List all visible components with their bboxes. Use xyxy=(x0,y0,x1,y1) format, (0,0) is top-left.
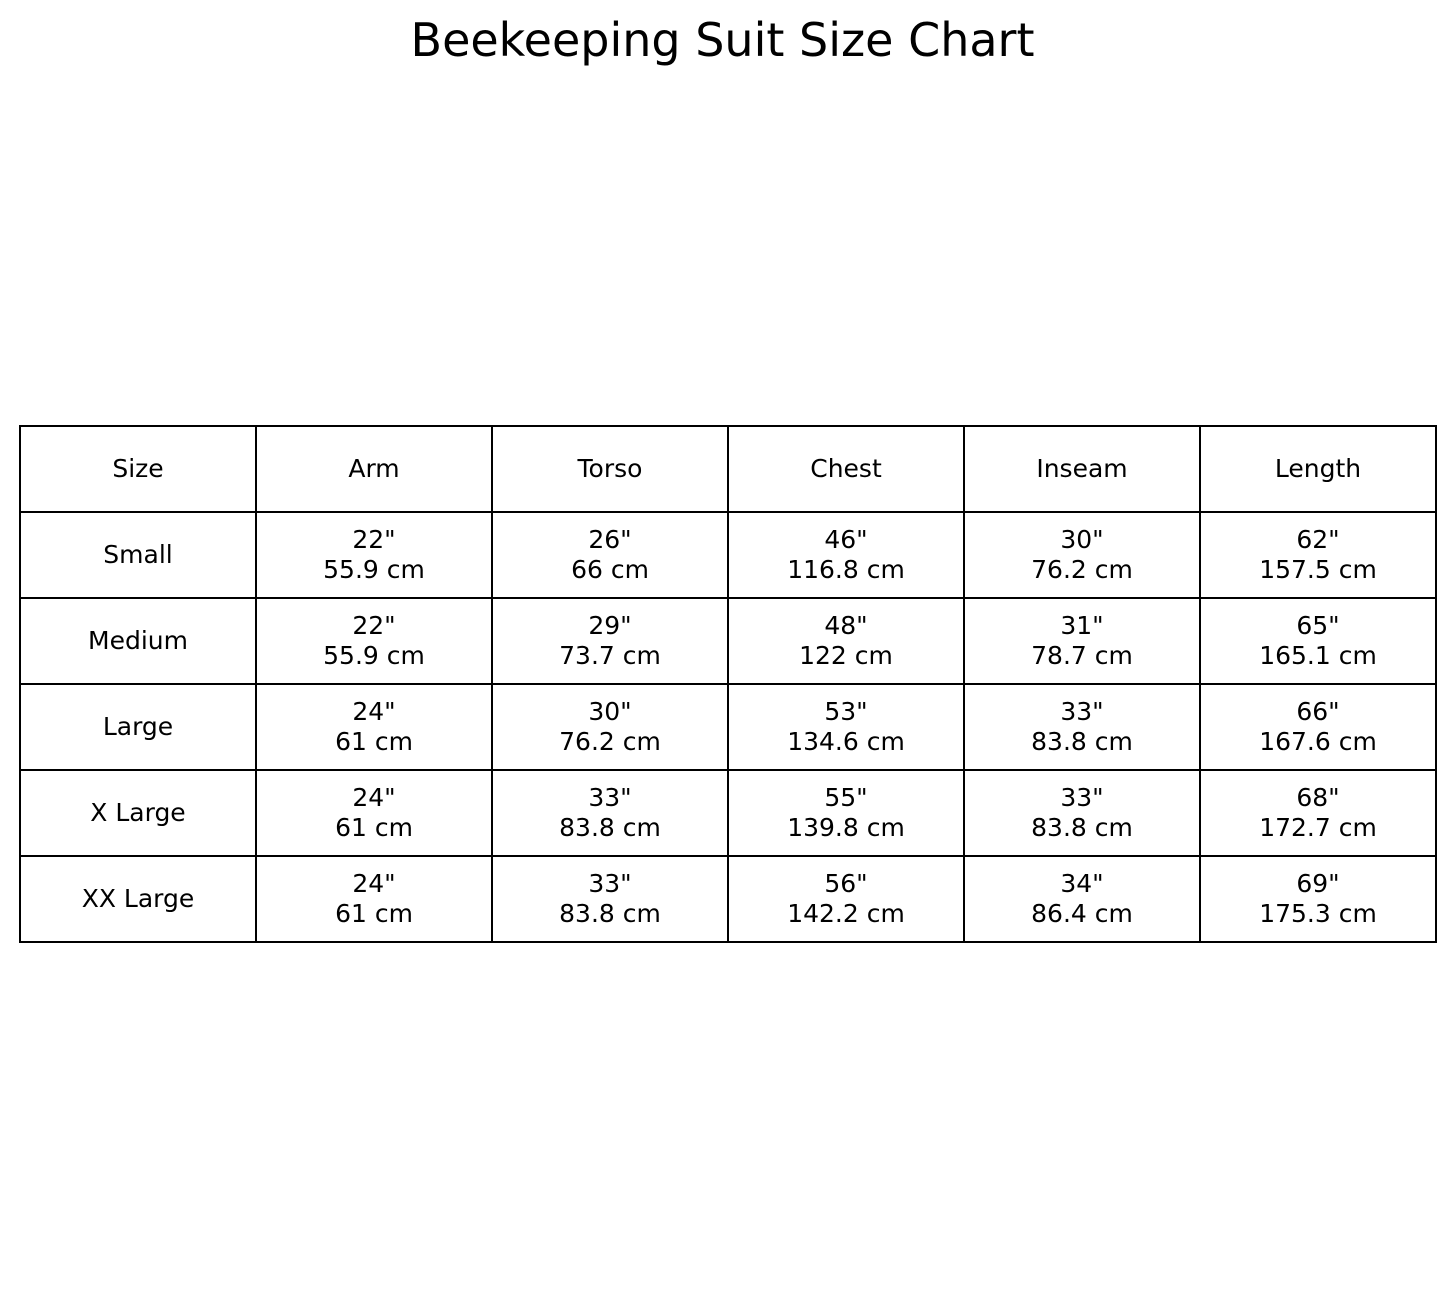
arm-cell xyxy=(256,770,492,856)
inches-value: 33" xyxy=(1060,697,1104,726)
table-row xyxy=(20,684,1436,770)
torso-cell xyxy=(492,770,728,856)
inches-value: 65" xyxy=(1296,611,1340,640)
arm-cell xyxy=(256,512,492,598)
cm-value: 172.7 cm xyxy=(1259,813,1377,842)
torso-cell xyxy=(492,856,728,942)
inseam-cell xyxy=(964,512,1200,598)
cm-value: 76.2 cm xyxy=(559,727,661,756)
inseam-cell xyxy=(964,684,1200,770)
inseam-cell xyxy=(964,856,1200,942)
cm-value: 165.1 cm xyxy=(1259,641,1377,670)
cm-value: 61 cm xyxy=(335,899,413,928)
cm-value: 66 cm xyxy=(571,555,649,584)
chest-cell xyxy=(728,598,964,684)
arm-cell xyxy=(256,598,492,684)
inches-value: 69" xyxy=(1296,869,1340,898)
header-row xyxy=(20,426,1436,512)
size-cell: Small xyxy=(20,512,256,598)
table-row xyxy=(20,512,1436,598)
inches-value: 48" xyxy=(824,611,868,640)
torso-cell xyxy=(492,684,728,770)
inseam-cell xyxy=(964,770,1200,856)
cm-value: 157.5 cm xyxy=(1259,555,1377,584)
cm-value: 122 cm xyxy=(799,641,893,670)
length-cell xyxy=(1200,512,1436,598)
inches-value: 29" xyxy=(588,611,632,640)
column-header-inseam: Inseam xyxy=(964,426,1200,512)
inches-value: 66" xyxy=(1296,697,1340,726)
table-row xyxy=(20,770,1436,856)
cm-value: 83.8 cm xyxy=(559,813,661,842)
column-header-torso: Torso xyxy=(492,426,728,512)
length-cell xyxy=(1200,684,1436,770)
column-header-chest: Chest xyxy=(728,426,964,512)
inches-value: 24" xyxy=(352,783,396,812)
inseam-cell xyxy=(964,598,1200,684)
inches-value: 53" xyxy=(824,697,868,726)
cm-value: 73.7 cm xyxy=(559,641,661,670)
chest-cell xyxy=(728,684,964,770)
inches-value: 34" xyxy=(1060,869,1104,898)
inches-value: 22" xyxy=(352,611,396,640)
inches-value: 33" xyxy=(1060,783,1104,812)
cm-value: 86.4 cm xyxy=(1031,899,1133,928)
cm-value: 134.6 cm xyxy=(787,727,905,756)
cm-value: 116.8 cm xyxy=(787,555,905,584)
length-cell xyxy=(1200,770,1436,856)
inches-value: 33" xyxy=(588,783,632,812)
cm-value: 83.8 cm xyxy=(559,899,661,928)
inches-value: 68" xyxy=(1296,783,1340,812)
inches-value: 55" xyxy=(824,783,868,812)
cm-value: 55.9 cm xyxy=(323,641,425,670)
inches-value: 24" xyxy=(352,869,396,898)
inches-value: 62" xyxy=(1296,525,1340,554)
cm-value: 78.7 cm xyxy=(1031,641,1133,670)
column-header-length: Length xyxy=(1200,426,1436,512)
inches-value: 33" xyxy=(588,869,632,898)
length-cell xyxy=(1200,598,1436,684)
inches-value: 31" xyxy=(1060,611,1104,640)
inches-value: 30" xyxy=(1060,525,1104,554)
cm-value: 83.8 cm xyxy=(1031,813,1133,842)
cm-value: 83.8 cm xyxy=(1031,727,1133,756)
cm-value: 61 cm xyxy=(335,727,413,756)
torso-cell xyxy=(492,598,728,684)
column-header-arm: Arm xyxy=(256,426,492,512)
chest-cell xyxy=(728,770,964,856)
cm-value: 139.8 cm xyxy=(787,813,905,842)
table-row xyxy=(20,598,1436,684)
size-cell: X Large xyxy=(20,770,256,856)
inches-value: 56" xyxy=(824,869,868,898)
arm-cell xyxy=(256,684,492,770)
size-cell: XX Large xyxy=(20,856,256,942)
inches-value: 24" xyxy=(352,697,396,726)
cm-value: 76.2 cm xyxy=(1031,555,1133,584)
column-header-size: Size xyxy=(20,426,256,512)
cm-value: 142.2 cm xyxy=(787,899,905,928)
chest-cell xyxy=(728,512,964,598)
chest-cell xyxy=(728,856,964,942)
length-cell xyxy=(1200,856,1436,942)
inches-value: 22" xyxy=(352,525,396,554)
table-row xyxy=(20,856,1436,942)
cm-value: 167.6 cm xyxy=(1259,727,1377,756)
arm-cell xyxy=(256,856,492,942)
size-chart-table xyxy=(19,425,1437,943)
cm-value: 61 cm xyxy=(335,813,413,842)
chart-title: Beekeeping Suit Size Chart xyxy=(410,13,1035,67)
size-cell: Large xyxy=(20,684,256,770)
cm-value: 175.3 cm xyxy=(1259,899,1377,928)
inches-value: 26" xyxy=(588,525,632,554)
inches-value: 46" xyxy=(824,525,868,554)
torso-cell xyxy=(492,512,728,598)
size-cell: Medium xyxy=(20,598,256,684)
cm-value: 55.9 cm xyxy=(323,555,425,584)
inches-value: 30" xyxy=(588,697,632,726)
